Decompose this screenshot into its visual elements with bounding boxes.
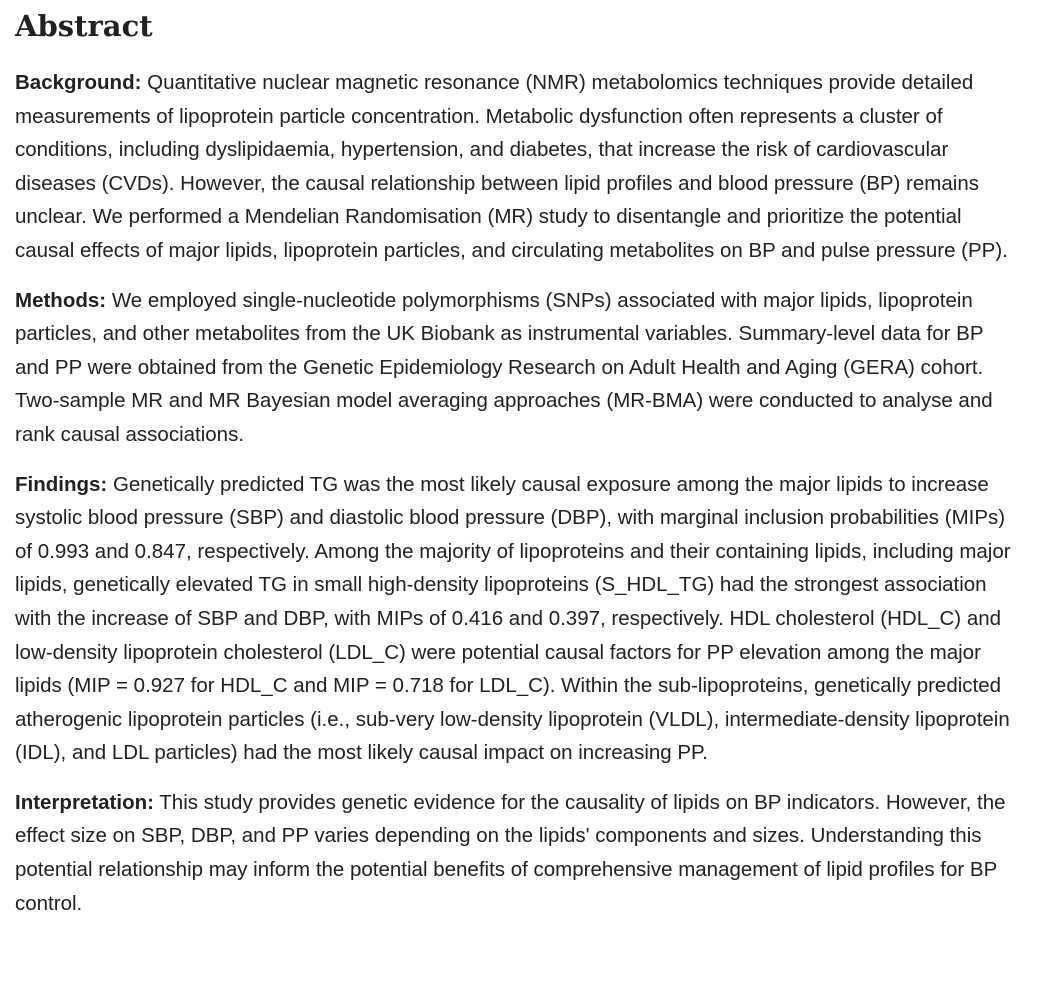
interpretation-text: This study provides genetic evidence for the causality of lipids on BP indicators. However, the effect size on SBP, DBP, and PP varies depending on the lipids' components and sizes. Understanding this potential relationship may inform the potential benefits of comprehensive management of lipid profiles for BP control.	[15, 790, 1006, 915]
methods-paragraph	[15, 284, 1023, 452]
findings-text: Genetically predicted TG was the most likely causal exposure among the major lipids to increase systolic blood pressure (SBP) and diastolic blood pressure (DBP), with marginal inclusion probabilities (MIPs) of 0.993 and 0.847, respectively. Among the majority of lipoproteins and their containing lipids, including major lipids, genetically elevated TG in small high-density lipoproteins (S_HDL_TG) had the strongest association with the increase of SBP and DBP, with MIPs of 0.416 and 0.397, respectively. HDL cholesterol (HDL_C) and low-density lipoprotein cholesterol (LDL_C) were potential causal factors for PP elevation among the major lipids (MIP = 0.927 for HDL_C and MIP = 0.718 for LDL_C). Within the sub-lipoproteins, genetically predicted atherogenic lipoprotein particles (i.e., sub-very low-density lipoprotein (VLDL), intermediate-density lipoprotein (IDL), and LDL particles) had the most likely causal impact on increasing PP.	[15, 472, 1011, 765]
abstract-title: Abstract	[15, 9, 153, 43]
methods-label: Methods:	[15, 288, 107, 312]
background-label: Background:	[15, 71, 142, 94]
findings-label: Findings:	[15, 472, 108, 496]
interpretation-paragraph	[15, 786, 1023, 920]
methods-text: We employed single-nucleotide polymorphisms (SNPs) associated with major lipids, lipoprotein particles, and other metabolites from the UK Biobank as instrumental variables. Summary-level data for BP and PP were obtained from the Genetic Epidemiology Research on Adult Health and Aging (GERA) cohort. Two-sample MR and MR Bayesian model averaging approaches (MR-BMA) were conducted to analyse and rank causal associations.	[15, 288, 993, 446]
background-paragraph	[15, 66, 1023, 268]
interpretation-label: Interpretation:	[15, 790, 154, 814]
background-text: Quantitative nuclear magnetic resonance (NMR) metabolomics techniques provide detailed measurements of lipoprotein particle concentration. Metabolic dysfunction often represents a cluster of conditions, including dyslipidaemia, hypertension, and diabetes, that increase the risk of cardiovascular diseases (CVDs). However, the causal relationship between lipid profiles and blood pressure (BP) remains unclear. We performed a Mendelian Randomisation (MR) study to disentangle and prioritize the potential causal effects of major lipids, lipoprotein particles, and circulating metabolites on BP and pulse pressure (PP).	[15, 71, 1008, 262]
findings-paragraph	[15, 468, 1023, 770]
